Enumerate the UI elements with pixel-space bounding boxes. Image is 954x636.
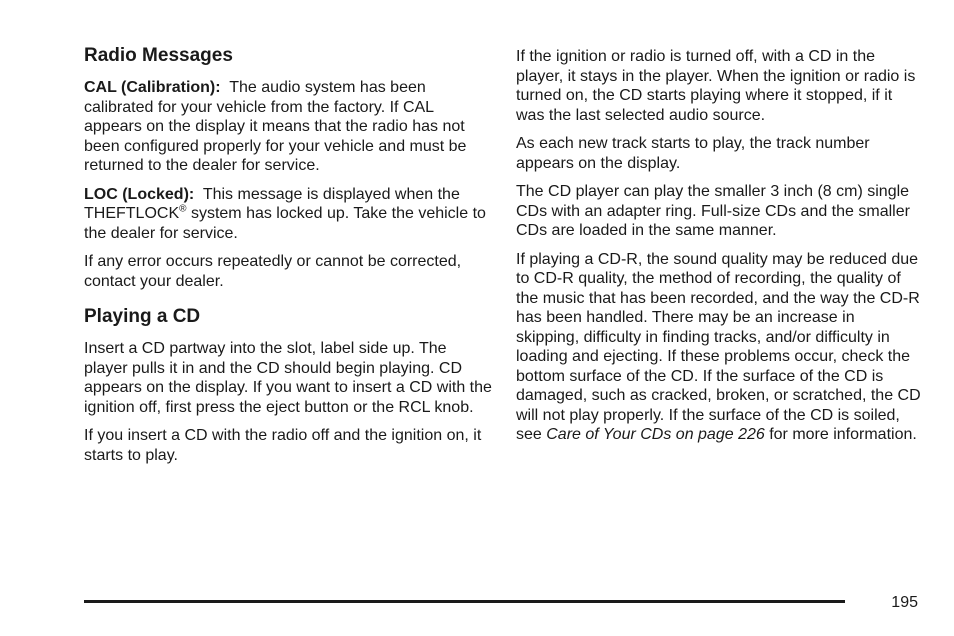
left-column bbox=[84, 44, 492, 474]
ignition-paragraph: If the ignition or radio is turned off, with a CD in the player, it stays in the player. When the ignition or radio is turned on, the CD starts playing where it stopped, if it was the last selected audio source. bbox=[516, 48, 916, 124]
track-number-paragraph: As each new track starts to play, the track number appears on the display. bbox=[516, 135, 870, 172]
cdr-paragraph bbox=[516, 250, 922, 445]
cdr-tail: for more information. bbox=[764, 426, 917, 443]
loc-text-a: This message is displayed when the THEFTLOCK bbox=[84, 185, 460, 222]
radio-messages-heading: Radio Messages bbox=[84, 45, 233, 66]
playing-cd-heading: Playing a CD bbox=[84, 306, 201, 327]
small-cd-paragraph: The CD player can play the smaller 3 inch (8 cm) single CDs with an adapter ring. Full-size CDs and the smaller CDs are loaded in the same manner. bbox=[516, 183, 910, 239]
cal-text: The audio system has been calibrated for your vehicle from the factory. If CAL appears on the display it means that the radio has not been configured properly for your vehicle and must be returned to the dealer for service. bbox=[84, 79, 467, 174]
page-number: 195 bbox=[891, 594, 918, 611]
cal-term: CAL (Calibration): bbox=[84, 79, 221, 96]
radio-off-paragraph: If you insert a CD with the radio off and the ignition on, it starts to play. bbox=[84, 427, 482, 464]
loc-term: LOC (Locked): bbox=[84, 185, 195, 203]
error-paragraph: If any error occurs repeatedly or cannot be corrected, contact your dealer. bbox=[84, 253, 462, 290]
footer-rule bbox=[84, 600, 845, 603]
loc-text-b: system has locked up. Take the vehicle to the dealer for service. bbox=[84, 205, 486, 242]
right-column bbox=[516, 47, 922, 454]
cdr-text: If playing a CD-R, the sound quality may be reduced due to CD-R quality, the method of recording, the quality of the music that has been recorded, and the way the CD-R has been handled. There may be an increase in skipping, difficulty in finding tracks, and/or difficulty in loading and ejecting. If these problems occur, check the bottom surface of the CD. If the surface of the CD is damaged, such as cracked, broken, or scratched, the CD will not play properly. If the surface of the CD is soiled, see bbox=[516, 250, 921, 443]
loc-paragraph bbox=[84, 185, 492, 244]
cal-paragraph bbox=[84, 78, 492, 176]
insert-cd-paragraph: Insert a CD partway into the slot, label side up. The player pulls it in and the CD should begin playing. CD appears on the display. If you want to insert a CD with the ignition off, first press the eject button or the RCL knob. bbox=[84, 340, 492, 416]
registered-mark: ® bbox=[179, 203, 187, 215]
care-of-cds-reference[interactable]: Care of Your CDs on page 226 bbox=[546, 426, 765, 443]
